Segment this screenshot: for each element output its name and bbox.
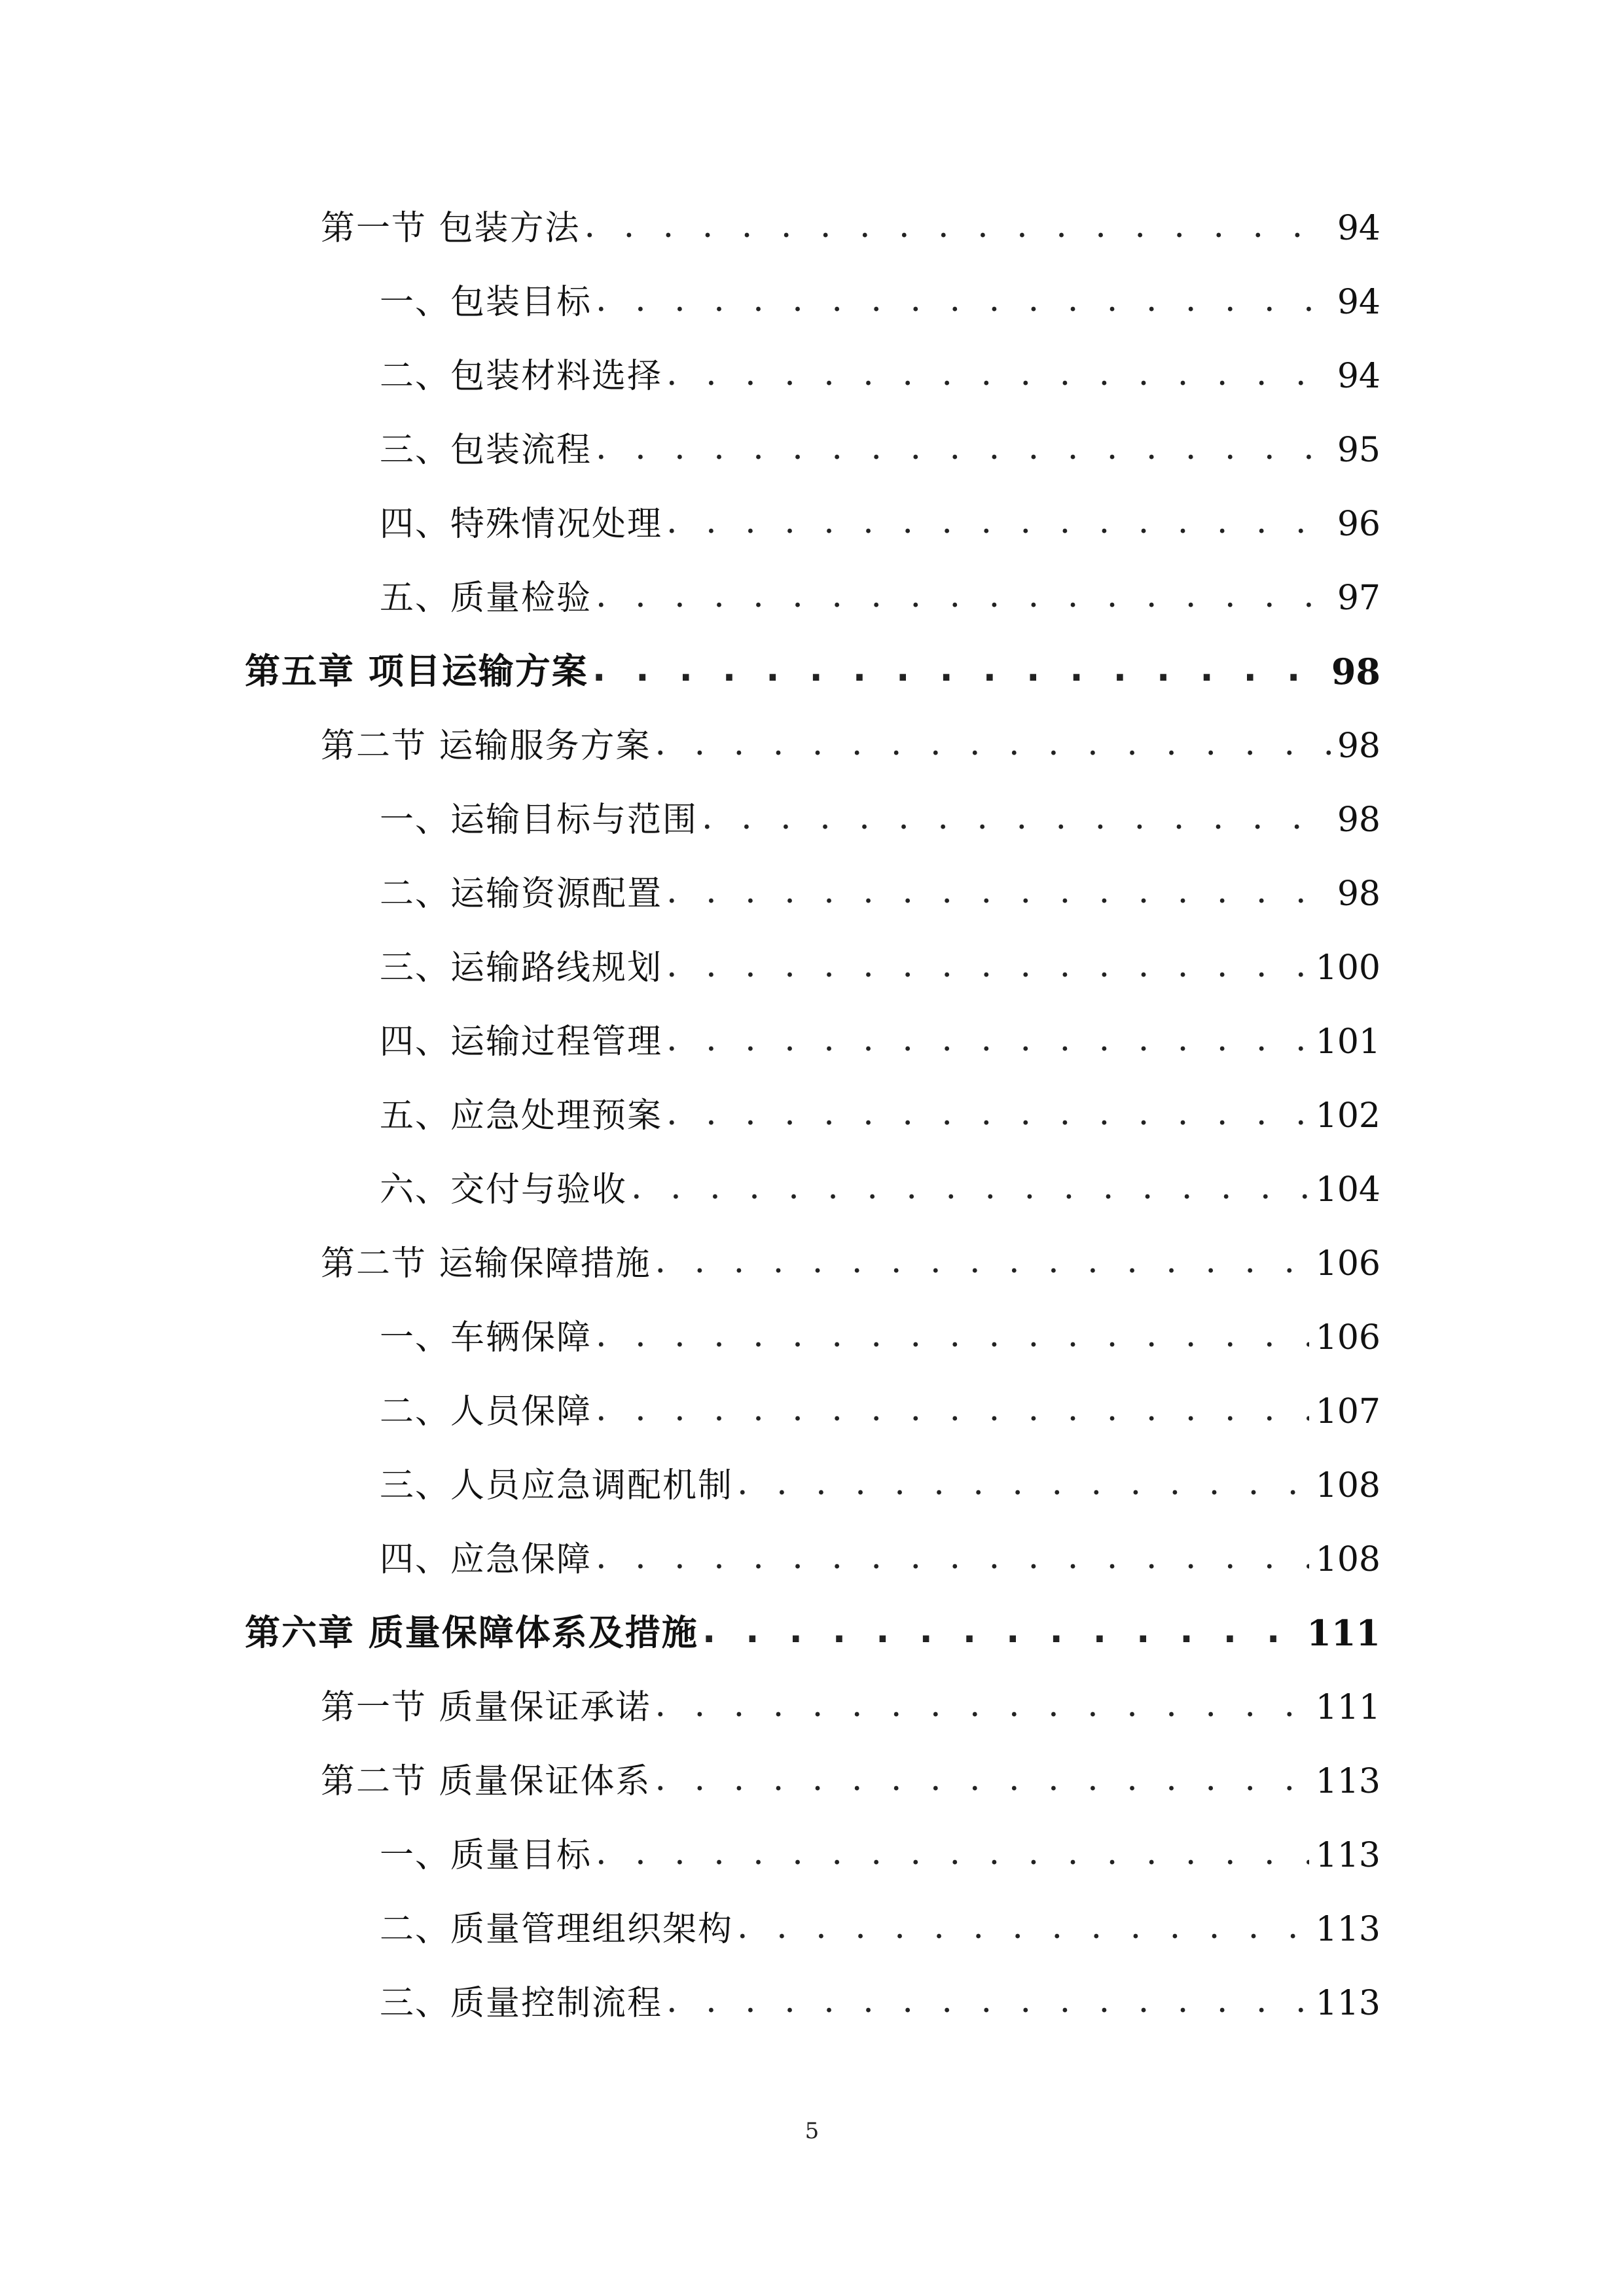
toc-entry-page: 94 [1337,209,1380,248]
toc-chapter[interactable] [245,630,1380,692]
toc-chapter[interactable] [245,1592,1380,1654]
toc-entry-page: 102 [1315,1096,1380,1136]
dot-leader [655,726,1331,763]
dot-leader [666,357,1331,393]
toc-entry[interactable] [380,1000,1380,1062]
toc-entry-page: 106 [1315,1244,1380,1283]
dot-leader [596,283,1331,319]
toc-entry-title: 一、运输目标与范围 [380,800,698,840]
toc-entry-page: 100 [1315,948,1380,988]
dot-leader [592,651,1325,689]
dot-leader [655,1762,1309,1799]
dot-leader [666,948,1309,985]
toc-entry-title: 一、车辆保障 [380,1318,592,1357]
dot-leader [596,1540,1309,1577]
toc-entry-title: 第五章 项目运输方案 [245,651,588,692]
toc-entry-page: 113 [1315,1984,1380,2023]
toc-entry-title: 四、应急保障 [380,1540,592,1579]
toc-entry[interactable] [380,778,1380,840]
toc-entry-title: 一、包装目标 [380,283,592,322]
toc-entry-title: 三、运输路线规划 [380,948,663,988]
toc-entry-title: 第二节 运输保障措施 [321,1244,651,1283]
toc-entry-title: 三、人员应急调配机制 [380,1466,734,1505]
toc-entry-title: 二、包装材料选择 [380,357,663,396]
toc-entry-page: 98 [1331,651,1380,692]
dot-leader [596,579,1331,615]
toc-entry[interactable] [380,1370,1380,1429]
toc-entry-title: 三、质量控制流程 [380,1984,663,2023]
toc-entry[interactable] [380,852,1380,914]
toc-entry-page: 104 [1315,1170,1380,1210]
toc-entry[interactable] [380,334,1380,396]
toc-entry-page: 98 [1337,726,1380,766]
dot-leader [596,1392,1309,1429]
toc-entry[interactable] [380,1518,1380,1577]
toc-entry-title: 三、包装流程 [380,431,592,470]
toc-entry[interactable] [321,187,1380,248]
toc-entry-title: 五、应急处理预案 [380,1096,663,1136]
toc-entry-title: 五、质量检验 [380,579,592,618]
dot-leader [655,1688,1309,1725]
toc-entry[interactable] [380,1888,1380,1949]
toc-entry-title: 四、运输过程管理 [380,1022,663,1062]
toc-entry-page: 111 [1307,1612,1380,1654]
dot-leader [702,1613,1300,1651]
toc-entry[interactable] [321,1222,1380,1281]
toc-entry-page: 108 [1315,1540,1380,1579]
toc-entry-title: 第二节 运输服务方案 [321,726,651,766]
toc-entry-page: 113 [1315,1836,1380,1875]
toc-entry-page: 107 [1315,1392,1380,1431]
toc-entry-page: 101 [1315,1022,1380,1062]
toc-entry-page: 97 [1337,579,1380,618]
dot-leader [666,1022,1309,1059]
toc-entry[interactable] [380,260,1380,322]
toc-entry-page: 113 [1315,1910,1380,1949]
toc-entry[interactable] [380,1444,1380,1503]
toc-entry[interactable] [321,704,1380,766]
toc-entry-page: 108 [1315,1466,1380,1505]
toc-entry[interactable] [380,482,1380,544]
dot-leader [737,1466,1309,1503]
dot-leader [596,1318,1309,1355]
toc-entry-page: 96 [1337,505,1380,544]
dot-leader [737,1910,1309,1946]
toc-entry[interactable] [321,1666,1380,1725]
toc-entry[interactable] [380,1962,1380,2023]
toc-entry-page: 111 [1315,1688,1380,1727]
page-number: 5 [804,2118,820,2144]
toc-entry-page: 106 [1315,1318,1380,1357]
dot-leader [655,1244,1309,1281]
toc-entry-page: 94 [1337,357,1380,396]
toc-entry-title: 二、运输资源配置 [380,874,663,914]
toc-entry-page: 98 [1337,874,1380,914]
toc-entry-page: 113 [1315,1762,1380,1801]
toc-entry[interactable] [380,408,1380,470]
toc-entry[interactable] [380,926,1380,988]
dot-leader [596,431,1331,467]
dot-leader [666,1096,1309,1133]
toc-entry[interactable] [380,1148,1380,1210]
toc-entry[interactable] [380,1296,1380,1355]
toc-entry[interactable] [321,1740,1380,1799]
dot-leader [702,800,1331,837]
dot-leader [596,1836,1309,1873]
toc-entry[interactable] [380,556,1380,618]
dot-leader [666,874,1331,911]
toc-entry[interactable] [380,1074,1380,1136]
toc-entry-title: 第二节 质量保证体系 [321,1762,651,1801]
dot-leader [666,505,1331,541]
toc-entry-title: 二、人员保障 [380,1392,592,1431]
toc-entry-page: 98 [1337,800,1380,840]
toc-entry-page: 95 [1337,431,1380,470]
toc-entry-title: 第一节 质量保证承诺 [321,1688,651,1727]
dot-leader [585,209,1331,245]
toc-entry[interactable] [380,1814,1380,1873]
dot-leader [666,1984,1309,2020]
toc-entry-title: 四、特殊情况处理 [380,505,663,544]
toc-entry-title: 第一节 包装方法 [321,209,581,248]
toc-entry-page: 94 [1337,283,1380,322]
dot-leader [631,1170,1309,1207]
toc-entry-title: 一、质量目标 [380,1836,592,1875]
toc-entry-title: 第六章 质量保障体系及措施 [245,1612,698,1653]
toc-entry-title: 六、交付与验收 [380,1170,628,1210]
toc-entry-title: 二、质量管理组织架构 [380,1910,734,1949]
